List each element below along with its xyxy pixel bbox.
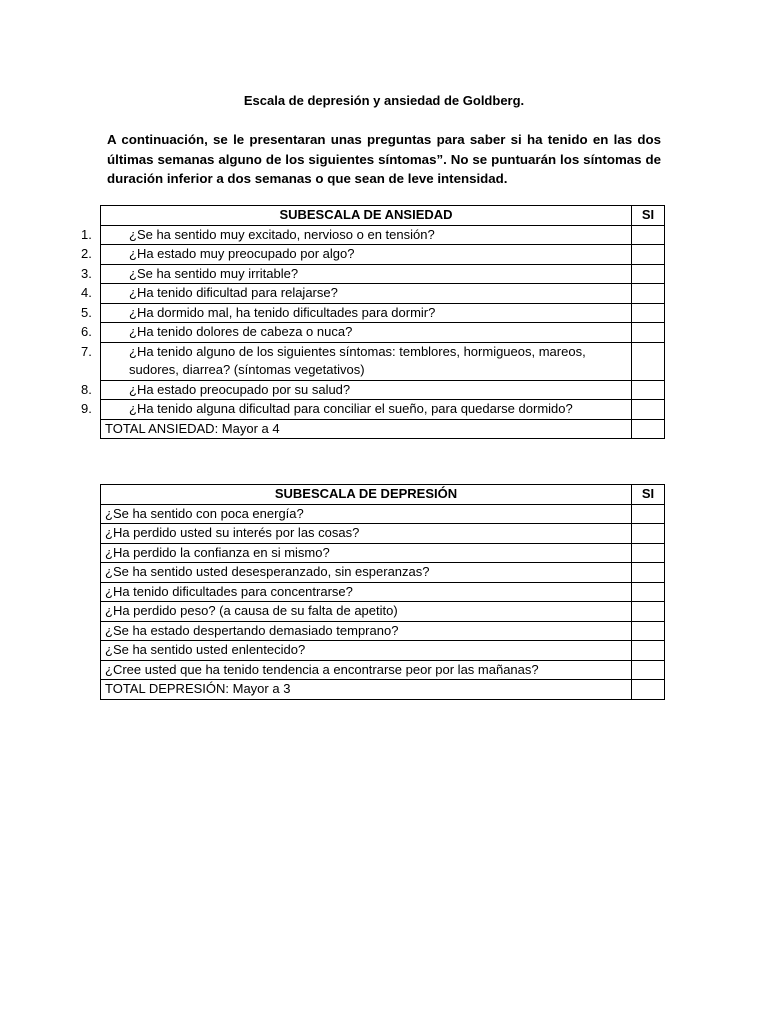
anxiety-question	[81, 323, 627, 342]
anxiety-question	[81, 245, 627, 264]
question-text: ¿Ha dormido mal, ha tenido dificultades para dormir?	[129, 304, 436, 320]
si-checkbox-cell[interactable]	[632, 504, 665, 524]
anxiety-question	[81, 343, 627, 380]
table-row	[101, 245, 665, 265]
document-title: Escala de depresión y ansiedad de Goldberg.	[243, 93, 525, 108]
anxiety-question	[81, 284, 627, 303]
anxiety-question	[81, 400, 627, 419]
depression-question: ¿Se ha sentido con poca energía?	[101, 504, 632, 524]
question-number: 1.	[81, 226, 92, 242]
si-checkbox-cell[interactable]	[632, 323, 665, 343]
question-text: ¿Ha tenido alguna dificultad para conciliar el sueño, para quedarse dormido?	[129, 401, 573, 416]
table-row	[101, 380, 665, 400]
anxiety-question-cell	[81, 400, 632, 420]
depression-total-row	[101, 680, 665, 700]
si-checkbox-cell[interactable]	[632, 641, 665, 661]
anxiety-total-checkbox-cell[interactable]	[632, 419, 665, 439]
depression-question: ¿Se ha sentido usted desesperanzado, sin esperanzas?	[101, 563, 632, 583]
anxiety-si-header: SI	[632, 206, 665, 226]
si-checkbox-cell[interactable]	[632, 543, 665, 563]
depression-question: ¿Ha perdido usted su interés por las cosas?	[101, 524, 632, 544]
anxiety-question-cell	[81, 245, 632, 265]
si-checkbox-cell[interactable]	[632, 524, 665, 544]
depression-total-label: TOTAL DEPRESIÓN: Mayor a 3	[101, 680, 632, 700]
si-checkbox-cell[interactable]	[632, 621, 665, 641]
anxiety-total-row	[101, 419, 665, 439]
table-row	[101, 225, 665, 245]
table-row	[101, 264, 665, 284]
question-number: 3.	[81, 265, 92, 281]
question-text: ¿Ha estado muy preocupado por algo?	[129, 246, 355, 261]
si-checkbox-cell[interactable]	[632, 342, 665, 380]
depression-question: ¿Se ha estado despertando demasiado temprano?	[101, 621, 632, 641]
depression-total-checkbox-cell[interactable]	[632, 680, 665, 700]
table-row	[101, 602, 665, 622]
depression-header: SUBESCALA DE DEPRESIÓN	[101, 485, 632, 505]
si-checkbox-cell[interactable]	[632, 660, 665, 680]
depression-question: ¿Cree usted que ha tenido tendencia a encontrarse peor por las mañanas?	[101, 660, 632, 680]
intro-paragraph: A continuación, se le presentaran unas preguntas para saber si ha tenido en las dos últimas semanas alguno de los siguientes síntomas”. No se puntuarán los síntomas de duración inferior a dos semanas o que sean de leve intensidad.	[107, 132, 661, 186]
table-row	[101, 303, 665, 323]
table-row	[101, 504, 665, 524]
si-checkbox-cell[interactable]	[632, 582, 665, 602]
question-number: 2.	[81, 246, 92, 261]
question-text: ¿Ha estado preocupado por su salud?	[129, 381, 351, 397]
depression-question: ¿Ha tenido dificultades para concentrarse?	[101, 582, 632, 602]
depression-question: ¿Ha perdido la confianza en si mismo?	[101, 543, 632, 563]
depression-si-header: SI	[632, 485, 665, 505]
table-row	[101, 641, 665, 661]
question-number: 5.	[81, 304, 92, 320]
question-text: ¿Se ha sentido muy excitado, nervioso o en tensión?	[129, 226, 435, 242]
anxiety-question	[81, 265, 627, 284]
anxiety-question	[81, 226, 627, 245]
anxiety-question	[81, 304, 627, 323]
anxiety-question	[81, 381, 627, 400]
si-checkbox-cell[interactable]	[632, 400, 665, 420]
depression-subscale-table	[100, 484, 665, 700]
question-number: 6.	[81, 324, 92, 339]
anxiety-question-cell	[81, 284, 632, 304]
anxiety-header-row	[101, 206, 665, 226]
anxiety-subscale-table	[81, 205, 665, 439]
question-text: ¿Se ha sentido muy irritable?	[129, 265, 299, 281]
anxiety-question-cell	[81, 303, 632, 323]
table-row	[101, 621, 665, 641]
question-number: 9.	[81, 401, 92, 416]
si-checkbox-cell[interactable]	[632, 225, 665, 245]
si-checkbox-cell[interactable]	[632, 303, 665, 323]
anxiety-question-cell	[81, 323, 632, 343]
table-row	[101, 400, 665, 420]
si-checkbox-cell[interactable]	[632, 264, 665, 284]
anxiety-question-cell	[81, 225, 632, 245]
table-row	[101, 660, 665, 680]
anxiety-question-cell	[81, 342, 632, 380]
table-row	[101, 342, 665, 380]
table-row	[101, 563, 665, 583]
question-number: 8.	[81, 381, 92, 397]
depression-header-row	[101, 485, 665, 505]
anxiety-question-cell	[81, 380, 632, 400]
anxiety-total-label: TOTAL ANSIEDAD: Mayor a 4	[101, 419, 632, 439]
anxiety-header: SUBESCALA DE ANSIEDAD	[101, 206, 632, 226]
table-row	[101, 323, 665, 343]
depression-question: ¿Ha perdido peso? (a causa de su falta de apetito)	[101, 602, 632, 622]
si-checkbox-cell[interactable]	[632, 602, 665, 622]
depression-question: ¿Se ha sentido usted enlentecido?	[101, 641, 632, 661]
table-row	[101, 284, 665, 304]
table-row	[101, 524, 665, 544]
si-checkbox-cell[interactable]	[632, 380, 665, 400]
table-row	[101, 582, 665, 602]
si-checkbox-cell[interactable]	[632, 563, 665, 583]
question-text: ¿Ha tenido dificultad para relajarse?	[129, 285, 338, 300]
table-row	[101, 543, 665, 563]
si-checkbox-cell[interactable]	[632, 245, 665, 265]
question-number: 4.	[81, 285, 92, 300]
anxiety-question-cell	[81, 264, 632, 284]
question-text: ¿Ha tenido dolores de cabeza o nuca?	[129, 324, 353, 339]
question-number: 7.	[81, 343, 92, 359]
question-text: ¿Ha tenido alguno de los siguientes síntomas: temblores, hormigueos, mareos, sudores, diarrea? (síntomas vegetativos)	[129, 343, 586, 377]
si-checkbox-cell[interactable]	[632, 284, 665, 304]
